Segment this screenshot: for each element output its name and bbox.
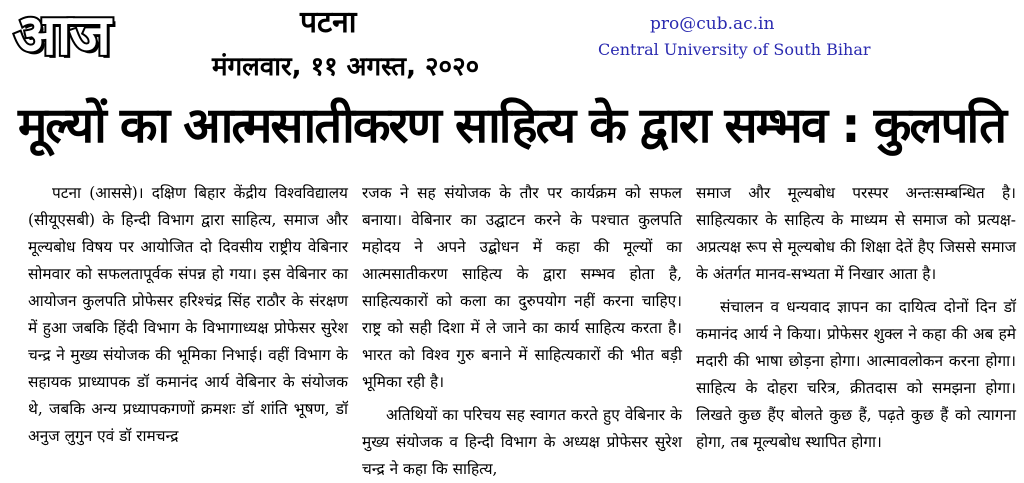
article-paragraph: संचालन व धन्यवाद ज्ञापन का दायित्व दोनों दिन डॉ कमानंद आर्य ने किया। प्रोफेसर शुक्ल ने कहा की अब हमे मदारी की भाषा छोड़ना होगा। आत्मावलोकन करना होगा। साहित्य के दोहरा चरित्र, क्रीतदास को समझना होगा। लिखते कुछ हैंए बोलते कुछ हैं, पढ़ते कुछ हैं को त्यागना होगा, तब मूल्यबोध स्थापित होगा। [696,298,1016,451]
contact-email: pro@cub.ac.in [650,14,775,34]
article-paragraph: समाज और मूल्यबोध परस्पर अन्तःसम्बन्धित है। साहित्यकार के साहित्य के माध्यम से समाज को प्रत्यक्ष-अप्रत्यक्ष रूप से मूल्यबोध की शिक्षा देतें हैए जिससे समाज के अंतर्गत मानव-सभ्यता में निखार आता है। [696,184,1016,283]
article-column-1 [28,180,348,450]
article-column-3 [696,180,1016,456]
dateline-date: मंगलवार, ११ अगस्त, २०२० [212,52,480,82]
article-paragraph: अतिथियों का परिचय सह स्वागत करते हुए वेबिनार के मुख्य संयोजक व हिन्दी विभाग के अध्यक्ष प्रोफेसर सुरेश चन्द्र ने कहा कि साहित्य, [362,406,682,478]
article-column-2 [362,180,682,483]
university-name: Central University of South Bihar [598,40,871,59]
dateline-city: पटना [300,5,357,40]
masthead [0,0,1024,96]
article-paragraph: पटना (आससे)। दक्षिण बिहार केंद्रीय विश्वविद्यालय (सीयूएसबी) के हिन्दी विभाग द्वारा साहित्य, समाज और मूल्यबोध विषय पर आयोजित दो दिवसीय राष्ट्रीय वेबिनार सोमवार को सफलतापूर्वक संपन्न हो गया। इस वेबिनार का आयोजन कुलपति प्रोफेसर हरिश्चंद्र सिंह राठौर के संरक्षण में हुआ जबकि हिंदी विभाग के विभागाध्यक्ष प्रोफेसर सुरेश चन्द्र ने मुख्य संयोजक की भूमिका निभाई। वहीं विभाग के सहायक प्राध्यापक डॉ कमानंद आर्य वेबिनार के संयोजक थे, जबकि अन्य प्रध्यापकगणों क्रमशः डॉ शांति भूषण, डॉ अनुज लुगुन एवं डॉ रामचन्द्र [28,184,348,445]
article-headline: मूल्यों का आत्मसातीकरण साहित्य के द्वारा सम्भव : कुलपति [18,97,1006,154]
newspaper-logo: आज [14,3,109,68]
article-paragraph: रजक ने सह संयोजक के तौर पर कार्यक्रम को सफल बनाया। वेबिनार का उद्घाटन करने के पश्चात कुलपति महोदय ने अपने उद्बोधन में कहा की मूल्यों का आत्मसातीकरण साहित्य के द्वारा सम्भव होता है, साहित्यकारों को कला का दुरुपयोग नहीं करना चाहिए। राष्ट्र को सही दिशा में ले जाने का कार्य साहित्य करता है। भारत को विश्व गुरु बनाने में साहित्यकारों की भीत बड़ी भूमिका रही है। [362,184,682,391]
